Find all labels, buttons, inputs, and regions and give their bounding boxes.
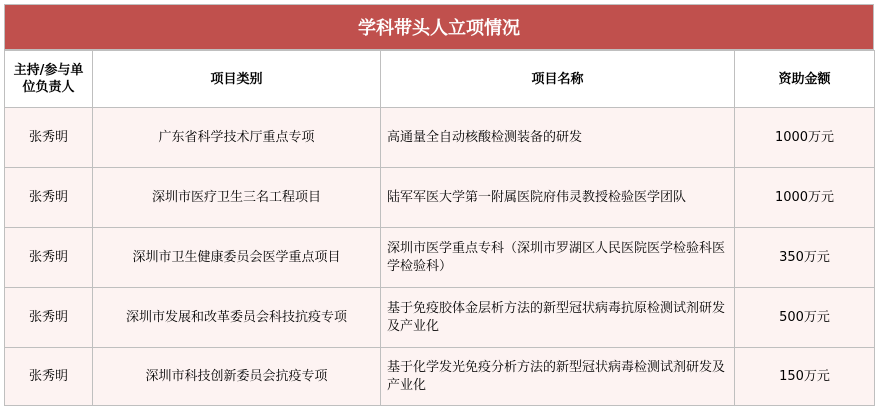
table-row — [5, 348, 875, 406]
cell-person: 张秀明 — [5, 288, 93, 348]
cell-category: 深圳市科技创新委员会抗疫专项 — [93, 348, 381, 406]
cell-project-name: 陆军军医大学第一附属医院府伟灵教授检验医学团队 — [381, 168, 735, 228]
table-row — [5, 108, 875, 168]
cell-project-name: 基于免疫胶体金层析方法的新型冠状病毒抗原检测试剂研发及产业化 — [381, 288, 735, 348]
cell-person: 张秀明 — [5, 168, 93, 228]
cell-amount: 1000万元 — [735, 168, 875, 228]
header-amount: 资助金额 — [735, 51, 875, 108]
header-category: 项目类别 — [93, 51, 381, 108]
cell-amount: 150万元 — [735, 348, 875, 406]
cell-person: 张秀明 — [5, 108, 93, 168]
cell-category: 深圳市医疗卫生三名工程项目 — [93, 168, 381, 228]
header-project-name: 项目名称 — [381, 51, 735, 108]
cell-project-name: 基于化学发光免疫分析方法的新型冠状病毒检测试剂研发及产业化 — [381, 348, 735, 406]
cell-project-name: 深圳市医学重点专科（深圳市罗湖区人民医院医学检验科医学检验科） — [381, 228, 735, 288]
table-title: 学科带头人立项情况 — [4, 4, 874, 50]
table-row — [5, 168, 875, 228]
cell-category: 广东省科学技术厅重点专项 — [93, 108, 381, 168]
cell-project-name: 高通量全自动核酸检测装备的研发 — [381, 108, 735, 168]
cell-category: 深圳市发展和改革委员会科技抗疫专项 — [93, 288, 381, 348]
table-row — [5, 288, 875, 348]
cell-amount: 350万元 — [735, 228, 875, 288]
cell-amount: 1000万元 — [735, 108, 875, 168]
cell-person: 张秀明 — [5, 348, 93, 406]
header-person: 主持/参与单位负责人 — [5, 51, 93, 108]
project-grid — [4, 50, 875, 406]
header-row — [5, 51, 875, 108]
table-row — [5, 228, 875, 288]
cell-amount: 500万元 — [735, 288, 875, 348]
cell-person: 张秀明 — [5, 228, 93, 288]
cell-category: 深圳市卫生健康委员会医学重点项目 — [93, 228, 381, 288]
project-table — [4, 4, 874, 406]
